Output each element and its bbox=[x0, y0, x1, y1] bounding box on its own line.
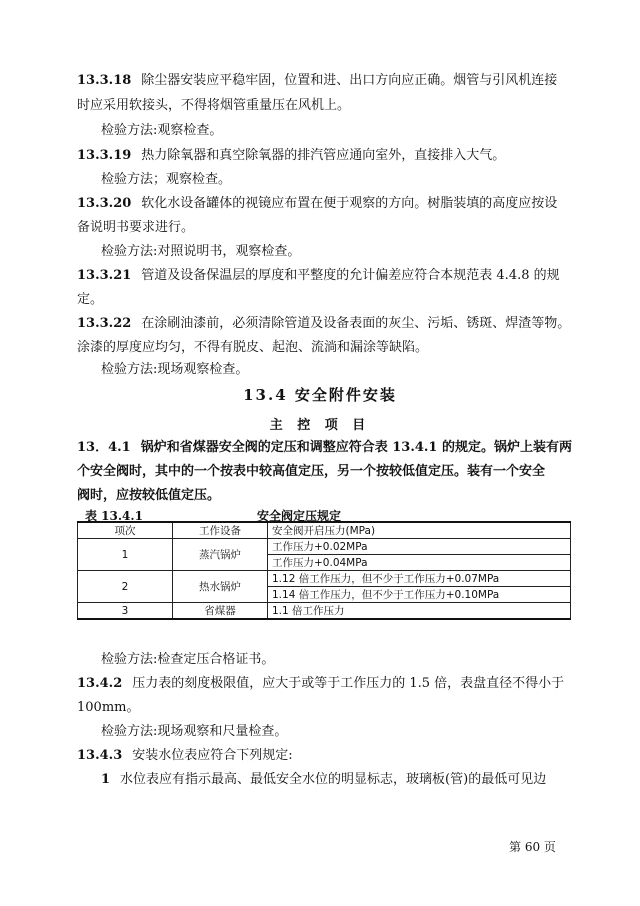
para-13-4-3-line1 bbox=[77, 748, 293, 764]
list-number: 1 bbox=[101, 772, 111, 787]
row-value: 1.14 倍工作压力，但不少于工作压力+0.10MPa bbox=[268, 587, 571, 603]
para-13-3-21-line1 bbox=[77, 268, 560, 284]
clause-number: 13.3.21 bbox=[77, 268, 132, 283]
header-index: 项次 bbox=[78, 522, 173, 539]
para-13-3-21-line2: 定。 bbox=[77, 292, 104, 307]
para-13-4-2-line1 bbox=[77, 676, 564, 692]
clause-text: 安装水位表应符合下列规定: bbox=[132, 748, 293, 763]
table-row bbox=[78, 603, 571, 620]
list-item-1-line1 bbox=[101, 772, 546, 788]
row-value: 1.1 倍工作压力 bbox=[268, 603, 571, 620]
row-equipment: 热水锅炉 bbox=[173, 571, 268, 603]
clause-text: 锅炉和省煤器安全阀的定压和调整应符合表 13.4.1 的规定。锅炉上装有两 bbox=[140, 440, 573, 455]
table-number: 表 13.4.1 bbox=[85, 509, 143, 523]
header-equipment: 工作设备 bbox=[173, 522, 268, 539]
list-text: 水位表应有指示最高、最低安全水位的明显标志，玻璃板(管)的最低可见边 bbox=[120, 772, 547, 787]
check-method: 检验方法:对照说明书，观察检查。 bbox=[101, 244, 301, 259]
row-value: 工作压力+0.02MPa bbox=[268, 539, 571, 555]
row-equipment: 蒸汽锅炉 bbox=[173, 539, 268, 571]
row-equipment: 省煤器 bbox=[173, 603, 268, 620]
clause-number: 13.4.2 bbox=[77, 676, 123, 691]
para-13-4-2-line2: 100mm。 bbox=[77, 700, 140, 715]
clause-number: 13.4.3 bbox=[77, 748, 123, 763]
clause-number: 13.3.20 bbox=[77, 196, 132, 211]
table-title: 安全阀定压规定 bbox=[257, 509, 342, 523]
check-method: 检验方法:现场观察和尺量检查。 bbox=[101, 724, 288, 739]
para-13-4-1-line3: 阀时，应按较低值定压。 bbox=[77, 488, 221, 503]
clause-text: 软化水设备罐体的视镜应布置在便于观察的方向。树脂装填的高度应按设 bbox=[141, 196, 558, 211]
para-13-3-20-line1 bbox=[77, 196, 557, 212]
header-pressure: 安全阀开启压力(MPa) bbox=[268, 522, 571, 539]
clause-number: 13．4.1 bbox=[77, 440, 131, 455]
check-method: 检验方法:现场观察检查。 bbox=[101, 362, 249, 377]
page-number: 第 60 页 bbox=[509, 840, 556, 854]
clause-number: 13.3.22 bbox=[77, 316, 132, 331]
clause-text: 压力表的刻度极限值，应大于或等于工作压力的 1.5 倍，表盘直径不得小于 bbox=[132, 676, 565, 691]
row-index: 3 bbox=[78, 603, 173, 620]
row-value: 1.12 倍工作压力，但不少于工作压力+0.07MPa bbox=[268, 571, 571, 587]
check-method: 检验方法:检查定压合格证书。 bbox=[101, 652, 275, 667]
clause-number: 13.3.19 bbox=[77, 148, 132, 163]
para-13-3-19-line1 bbox=[77, 148, 505, 164]
clause-text: 管道及设备保温层的厚度和平整度的允计偏差应符合本规范表 4.4.8 的规 bbox=[141, 268, 560, 283]
check-method: 检验方法:观察检查。 bbox=[101, 123, 223, 138]
para-13-4-1-line1 bbox=[77, 440, 572, 456]
clause-number: 13.3.18 bbox=[77, 73, 132, 88]
clause-text: 在涂刷油漆前，必须清除管道及设备表面的灰尘、污垢、锈斑、焊渣等物。 bbox=[141, 316, 571, 331]
row-index: 1 bbox=[78, 539, 173, 571]
para-13-3-18-line2: 时应采用软接头，不得将烟管重量压在风机上。 bbox=[77, 98, 351, 113]
check-method: 检验方法；观察检查。 bbox=[101, 172, 232, 187]
para-13-3-22-line1 bbox=[77, 316, 570, 332]
table-header-row bbox=[78, 522, 571, 539]
clause-text: 除尘器安装应平稳牢固，位置和进、出口方向应正确。烟管与引风机连接 bbox=[141, 73, 558, 88]
para-13-3-22-line2: 涂漆的厚度应均匀，不得有脱皮、起泡、流淌和漏涂等缺陷。 bbox=[77, 340, 429, 355]
subsection-title: 主 控 项 目 bbox=[269, 418, 371, 433]
row-value: 工作压力+0.04MPa bbox=[268, 555, 571, 571]
table-row bbox=[78, 571, 571, 587]
safety-valve-table bbox=[77, 521, 571, 620]
section-title: 13.4 安全附件安装 bbox=[243, 386, 397, 404]
row-index: 2 bbox=[78, 571, 173, 603]
table-row bbox=[78, 539, 571, 555]
para-13-3-18-line1 bbox=[77, 73, 557, 89]
para-13-3-20-line2: 备说明书要求进行。 bbox=[77, 220, 195, 235]
para-13-4-1-line2: 个安全阀时，其中的一个按表中较高值定压，另一个按较低值定压。装有一个安全 bbox=[77, 464, 546, 479]
clause-text: 热力除氧器和真空除氧器的排汽管应通向室外，直接排入大气。 bbox=[141, 148, 506, 163]
